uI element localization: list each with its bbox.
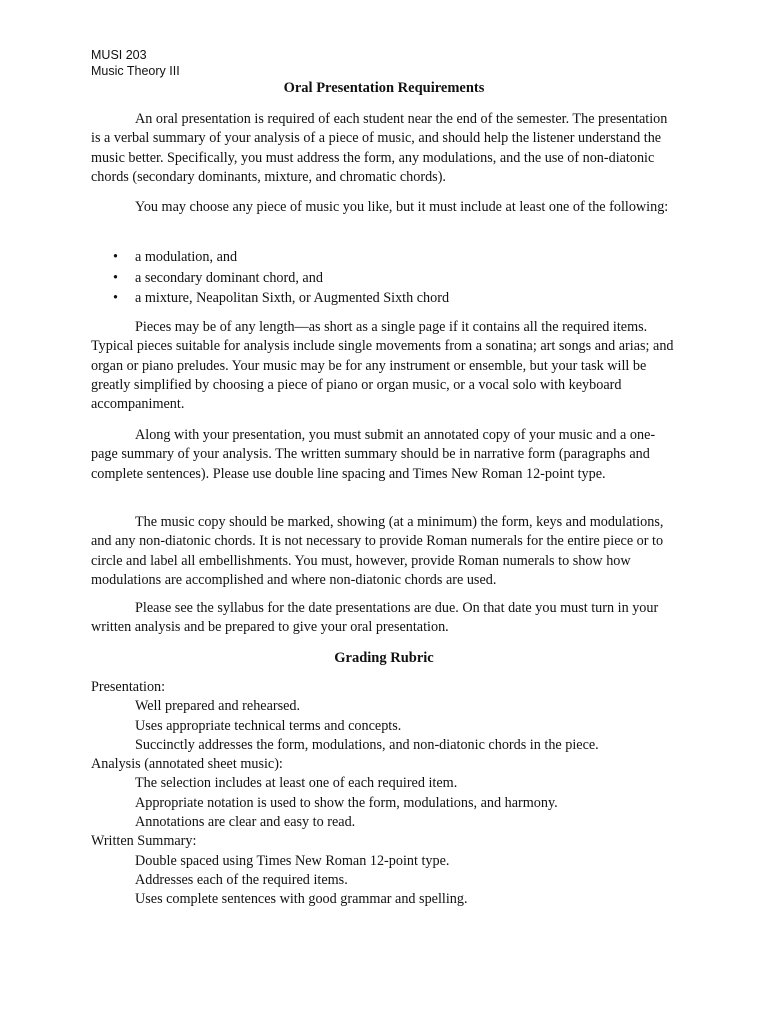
list-item	[91, 247, 677, 268]
page-title: Oral Presentation Requirements	[283, 80, 485, 96]
list-item-text: a secondary dominant chord, and	[135, 269, 323, 286]
paragraph-music-copy	[91, 513, 677, 590]
paragraph-due-date	[91, 599, 677, 638]
rubric-category: Analysis (annotated sheet music):	[91, 756, 283, 773]
paragraph-text: Please see the syllabus for the date presentations are due. On that date you must turn in your written analysis and be prepared to give your oral presentation.	[91, 600, 659, 636]
paragraph-text: Along with your presentation, you must submit an annotated copy of your music and a one-page summary of your analysis. The written summary should be in narrative form (paragraphs and complete sentences). Please use double line spacing and Times New Roman 12-point type.	[91, 427, 656, 482]
rubric-category: Written Summary:	[91, 833, 197, 850]
course-code: MUSI 203	[91, 48, 147, 62]
paragraph-text: An oral presentation is required of each student near the end of the semester. The presentation is a verbal summary of your analysis of a piece of music, and should help the listener understand the music better. Specifically, you must address the form, any modulations, and the use of non-diatonic chords (secondary dominants, mixture, and chromatic chords).	[91, 111, 668, 185]
rubric-item: Succinctly addresses the form, modulations, and non-diatonic chords in the piece.	[135, 736, 599, 753]
requirements-list	[91, 247, 677, 309]
paragraph-text: Pieces may be of any length—as short as a single page if it contains all the required items. Typical pieces suitable for analysis include single movements from a sonatina; art songs and arias; and organ or piano preludes. Your music may be for any instrument or ensemble, but your task will be greatly simplified by choosing a piece of piano or organ music, or a vocal solo with keyboard accompaniment.	[91, 319, 674, 413]
bullet-icon: •	[113, 249, 118, 265]
bullet-icon: •	[113, 269, 118, 286]
list-item	[91, 268, 677, 289]
rubric-item: Well prepared and rehearsed.	[135, 698, 301, 715]
course-header	[91, 47, 180, 79]
rubric-item: Double spaced using Times New Roman 12-point type.	[135, 852, 450, 869]
grading-rubric	[91, 678, 691, 910]
rubric-item: Annotations are clear and easy to read.	[135, 814, 356, 831]
rubric-title: Grading Rubric	[334, 650, 434, 666]
list-item-text: a mixture, Neapolitan Sixth, or Augmented Sixth chord	[135, 290, 450, 306]
rubric-item: Uses complete sentences with good grammar and spelling.	[135, 891, 468, 908]
list-item	[91, 288, 677, 309]
paragraph-text: You may choose any piece of music you like, but it must include at least one of the following:	[135, 199, 669, 215]
rubric-item: Appropriate notation is used to show the form, modulations, and harmony.	[135, 794, 558, 811]
paragraph-length	[91, 318, 677, 414]
paragraph-intro	[91, 110, 677, 187]
rubric-item: The selection includes at least one of each required item.	[135, 775, 458, 792]
rubric-category: Presentation:	[91, 679, 166, 695]
rubric-item: Addresses each of the required items.	[135, 871, 348, 888]
bullet-icon: •	[113, 290, 118, 306]
paragraph-choose-piece	[91, 198, 677, 217]
rubric-item: Uses appropriate technical terms and concepts.	[135, 717, 402, 734]
paragraph-text: The music copy should be marked, showing (at a minimum) the form, keys and modulations, and any non-diatonic chords. It is not necessary to provide Roman numerals for the entire piece or to circle and label all embellishments. You must, however, provide Roman numerals to show how modulations are accomplished and where non-diatonic chords are used.	[91, 514, 664, 588]
course-name: Music Theory III	[91, 64, 180, 78]
paragraph-submission	[91, 426, 677, 484]
list-item-text: a modulation, and	[135, 249, 238, 265]
